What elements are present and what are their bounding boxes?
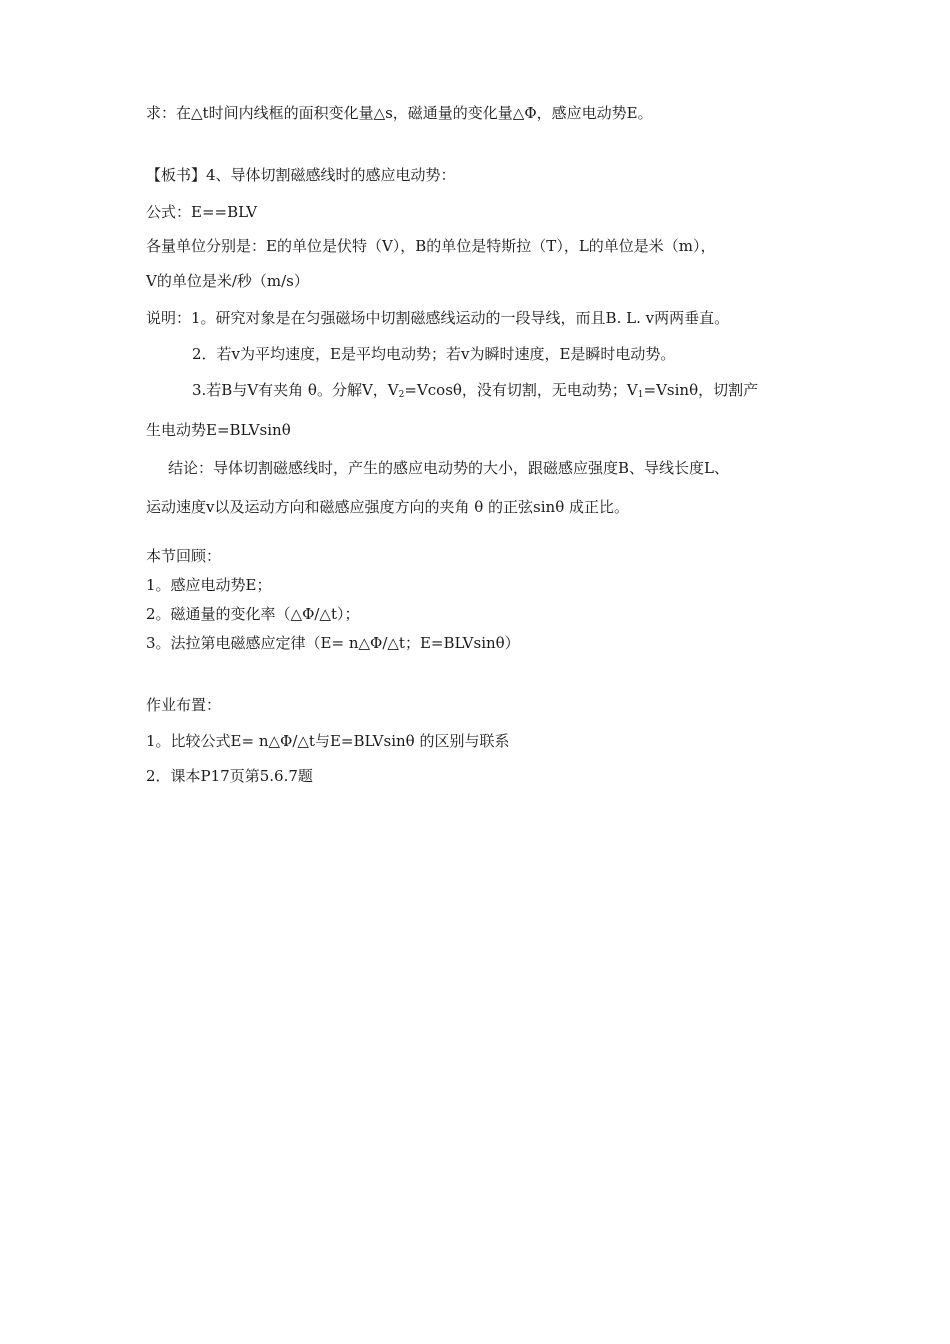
note-3 (192, 380, 758, 405)
note-3-part-b: =Vcosθ，没有切割，无电动势；V (404, 381, 638, 399)
note-2: 2．若v为平均速度，E是平均电动势；若v为瞬时速度，E是瞬时电动势。 (192, 345, 676, 363)
conclusion-line-2: 运动速度v以及运动方向和磁感应强度方向的夹角 θ 的正弦sinθ 成正比。 (146, 498, 629, 516)
intro-line: 求：在△t时间内线框的面积变化量△s，磁通量的变化量△Φ，感应电动势E。 (146, 104, 653, 122)
note-3-part-c: =Vsinθ，切割产 (643, 381, 759, 399)
units-line-1: 各量单位分别是：E的单位是伏特（V），B的单位是特斯拉（T），L的单位是米（m）， (146, 237, 716, 255)
homework-item: 2．课本P17页第5.6.7题 (146, 767, 313, 785)
board-title: 【板书】4、导体切割磁感线时的感应电动势： (146, 166, 456, 184)
note-1: 说明：1。研究对象是在匀强磁场中切割磁感线运动的一段导线，而且B. L. v两两垂直。 (146, 309, 730, 327)
note-3-continuation: 生电动势E=BLVsinθ (146, 421, 291, 439)
review-item: 2。磁通量的变化率（△Φ/△t）； (146, 605, 360, 623)
review-item: 3。法拉第电磁感应定律（E= n△Φ/△t；E=BLVsinθ） (146, 634, 520, 652)
note-3-subscript-2: 2 (398, 390, 405, 400)
review-title: 本节回顾： (146, 547, 222, 565)
note-3-part-a: 3.若B与V有夹角 θ。分解V，V (192, 381, 399, 399)
units-line-2: V的单位是米/秒（m/s） (146, 272, 309, 290)
review-item: 1。感应电动势E； (146, 576, 272, 594)
note-3-subscript-1: 1 (637, 390, 644, 400)
homework-item: 1。比较公式E= n△Φ/△t与E=BLVsinθ 的区别与联系 (146, 732, 510, 750)
homework-title: 作业布置： (146, 696, 222, 714)
conclusion-line-1: 结论：导体切割磁感线时，产生的感应电动势的大小，跟磁感应强度B、导线长度L、 (168, 459, 729, 477)
formula-line: 公式：E==BLV (146, 203, 258, 221)
